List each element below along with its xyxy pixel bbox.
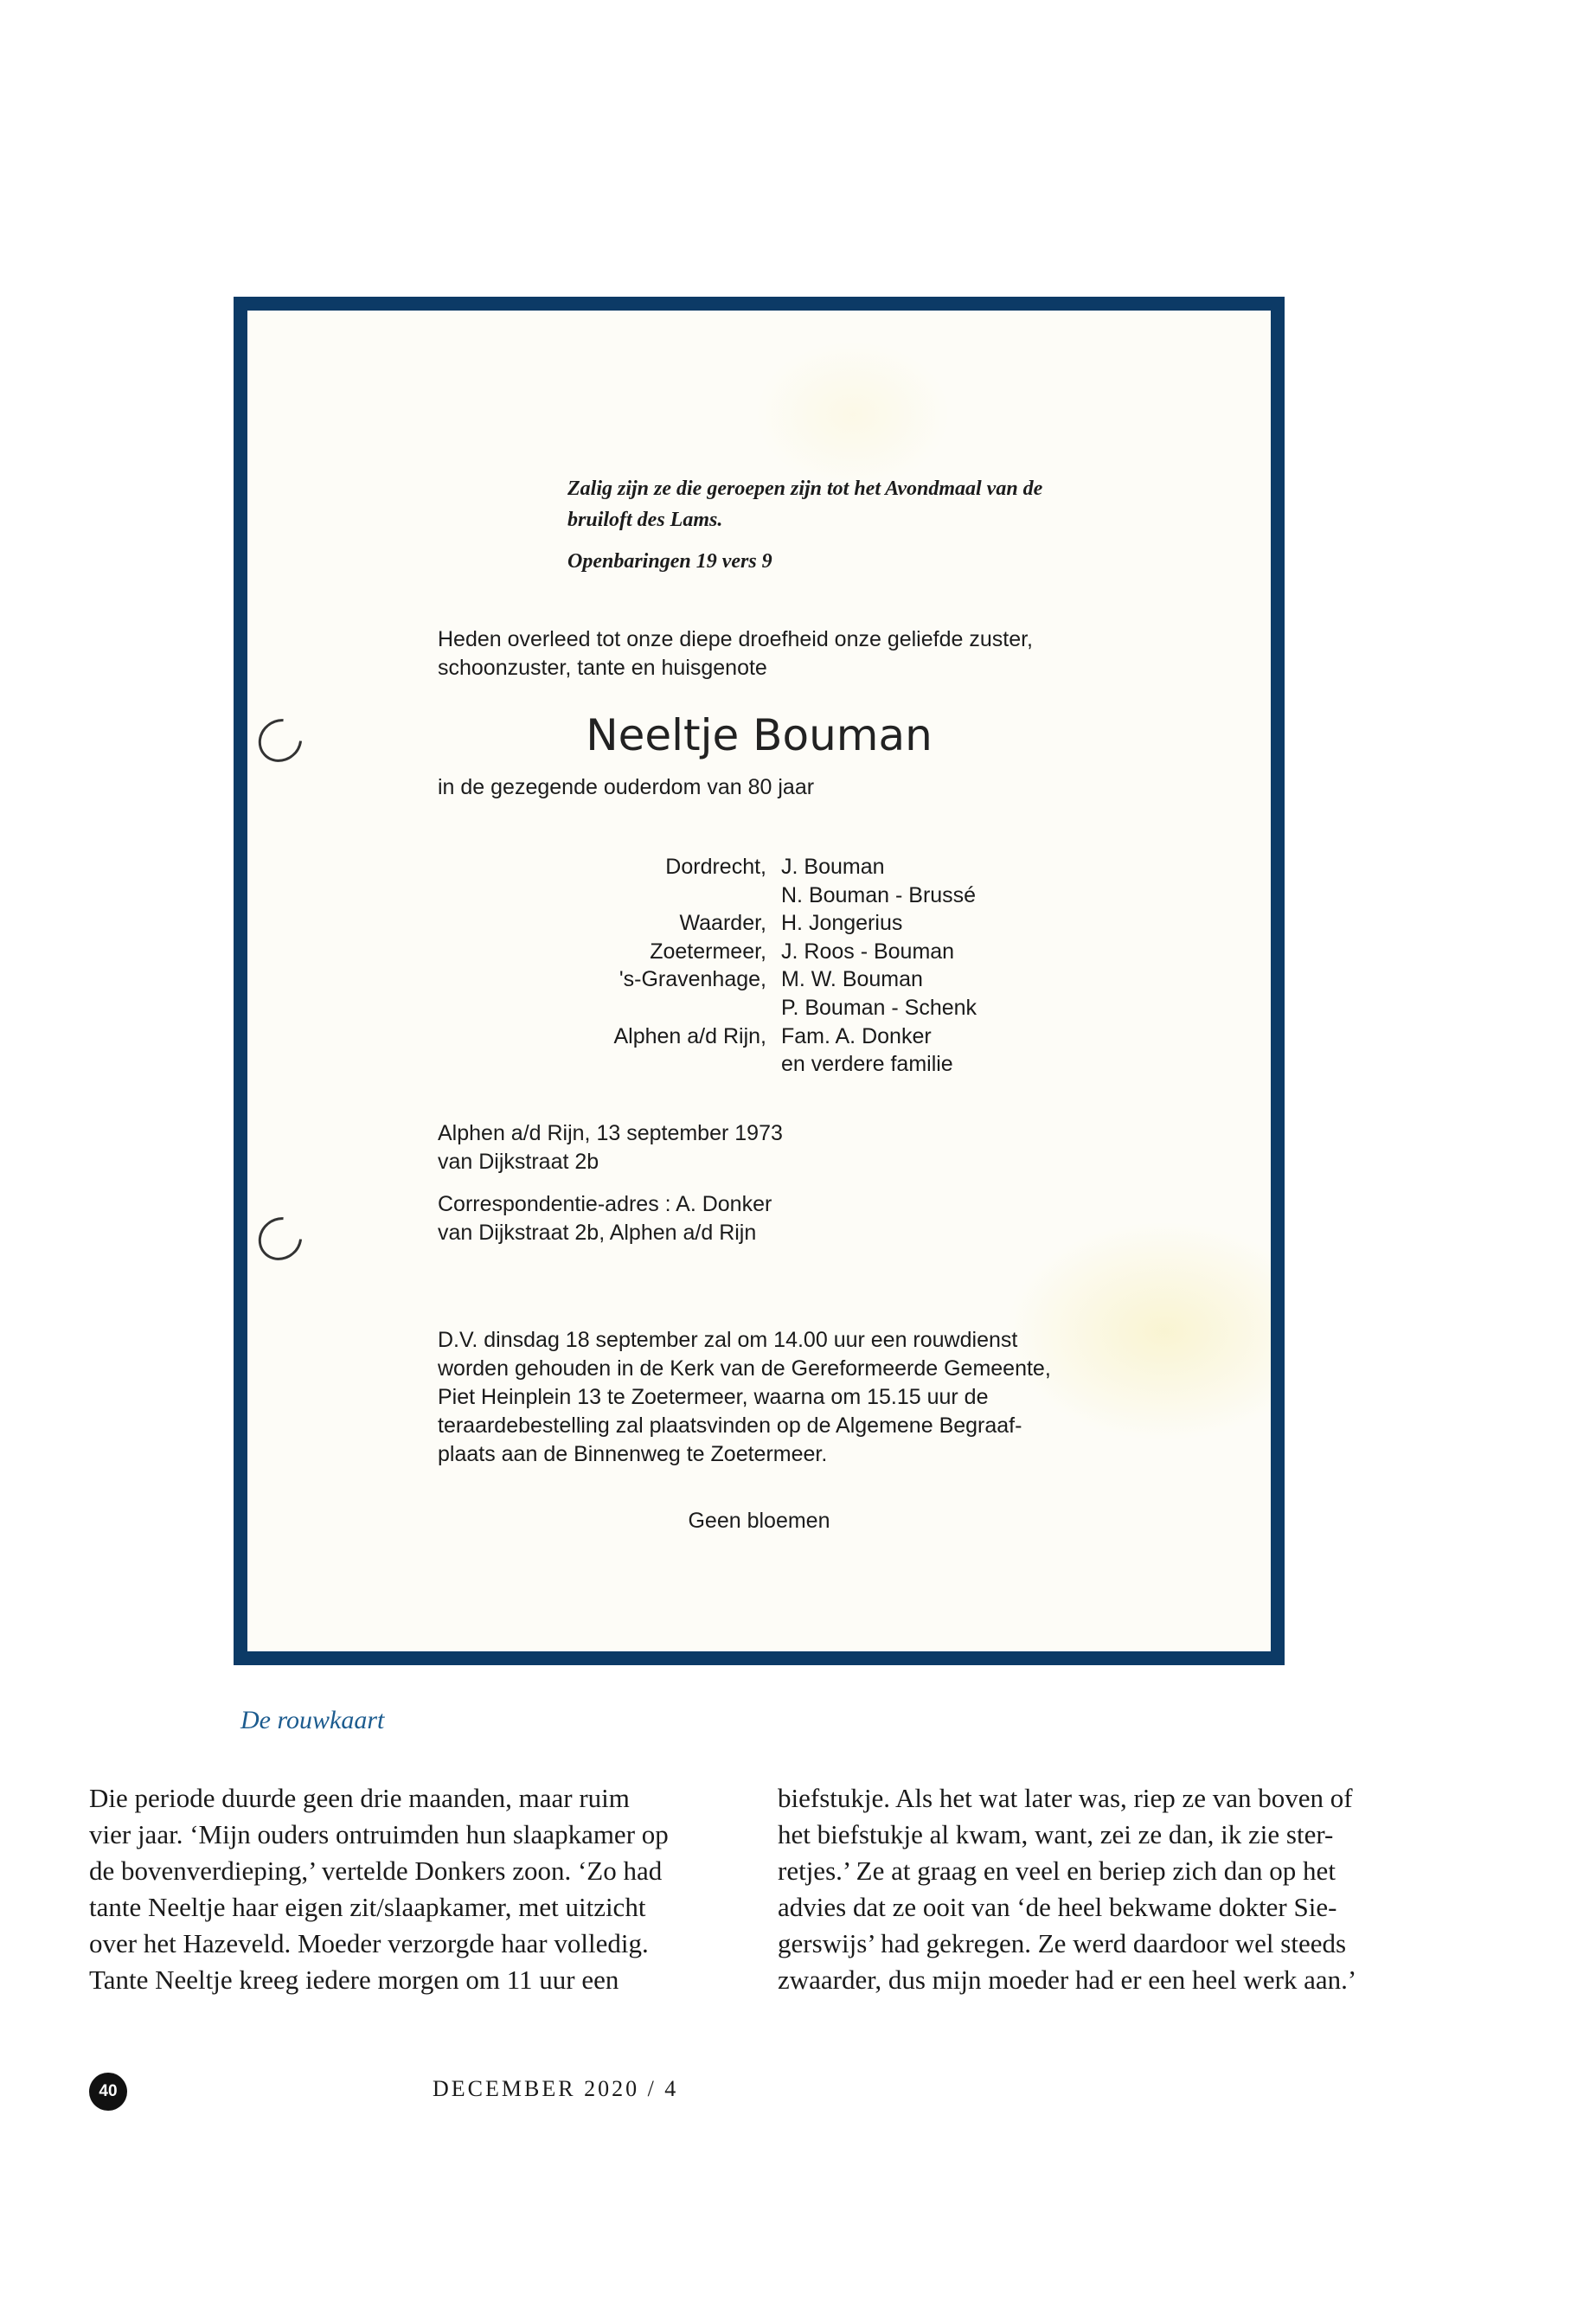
service-line: D.V. dinsdag 18 september zal om 14.00 uur een rouwdienst <box>438 1328 1018 1352</box>
family-member: J. Bouman <box>781 855 885 879</box>
correspondence-address <box>438 1190 772 1247</box>
article-line: de bovenverdieping,’ vertelde Donkers zoon. ‘Zo had <box>89 1856 663 1886</box>
service-line: teraardebestelling zal plaatsvinden op de Algemene Begraaf- <box>438 1413 1022 1438</box>
article-line: vier jaar. ‘Mijn ouders ontruimden hun slaapkamer op <box>89 1819 669 1849</box>
mourning-card <box>247 311 1271 1651</box>
figure-caption: De rouwkaart <box>240 1706 385 1734</box>
family-members <box>781 853 1127 1079</box>
page-number: 40 <box>89 2073 127 2111</box>
verse-line: Zalig zijn ze die geroepen zijn tot het Avondmaal van de <box>567 478 1043 500</box>
article-line: het biefstukje al kwam, want, zei ze dan, ik zie ster- <box>778 1819 1334 1849</box>
intro-line: Heden overleed tot onze diepe droefheid onze geliefde zuster, <box>438 627 1033 651</box>
date-address <box>438 1119 783 1176</box>
family-member: en verdere familie <box>781 1052 953 1077</box>
family-place: Waarder, <box>679 911 766 936</box>
family-place: Zoetermeer, <box>650 939 766 964</box>
punch-hole-icon <box>250 1208 311 1269</box>
verse-reference: Openbaringen 19 vers 9 <box>567 550 772 573</box>
family-place <box>507 994 766 1022</box>
no-flowers-note: Geen bloemen <box>688 1509 830 1533</box>
announcement-intro <box>438 625 1114 683</box>
family-member: N. Bouman - Brussé <box>781 882 977 907</box>
article-line: over het Hazeveld. Moeder verzorgde haar volledig. <box>89 1928 649 1958</box>
article-column-left <box>89 1780 764 1998</box>
family-member: M. W. Bouman <box>781 967 923 992</box>
family-member: Fam. A. Donker <box>781 1023 932 1048</box>
correspondence-line: van Dijkstraat 2b, Alphen a/d Rijn <box>438 1221 757 1245</box>
date-line: Alphen a/d Rijn, 13 september 1973 <box>438 1121 783 1145</box>
intro-line: schoonzuster, tante en huisgenote <box>438 656 767 680</box>
service-line: Piet Heinplein 13 te Zoetermeer, waarna om 15.15 uur de <box>438 1385 989 1409</box>
issue-label: DECEMBER 2020 / 4 <box>433 2076 679 2101</box>
family-place: Dordrecht, <box>665 855 766 879</box>
article-line: Tante Neeltje kreeg iedere morgen om 11 uur een <box>89 1965 619 1995</box>
family-place <box>507 1050 766 1079</box>
article-line: gerswijs’ had gekregen. Ze werd daardoor wel steeds <box>778 1928 1347 1958</box>
article-line: Die periode duurde geen drie maanden, maar ruim <box>89 1783 630 1813</box>
family-member: H. Jongerius <box>781 911 903 936</box>
article-line: zwaarder, dus mijn moeder had er een heel werk aan.’ <box>778 1965 1357 1995</box>
verse-line: bruiloft des Lams. <box>567 509 723 531</box>
correspondence-line: Correspondentie-adres : A. Donker <box>438 1192 772 1216</box>
family-place: Alphen a/d Rijn, <box>613 1023 766 1048</box>
family-member: P. Bouman - Schenk <box>781 995 977 1020</box>
article-line: advies dat ze ooit van ‘de heel bekwame dokter Sie- <box>778 1892 1337 1922</box>
bible-verse <box>567 473 1121 535</box>
funeral-service-info <box>438 1326 1114 1469</box>
article-line: retjes.’ Ze at graag en veel en beriep zich dan op het <box>778 1856 1336 1886</box>
family-places <box>507 853 766 1079</box>
address-line: van Dijkstraat 2b <box>438 1150 599 1174</box>
family-member: J. Roos - Bouman <box>781 939 955 964</box>
family-place <box>507 881 766 910</box>
article-line: tante Neeltje haar eigen zit/slaapkamer, met uitzicht <box>89 1892 646 1922</box>
age-line: in de gezegende ouderdom van 80 jaar <box>438 775 815 799</box>
deceased-name: Neeltje Bouman <box>586 710 933 760</box>
family-place: 's-Gravenhage, <box>619 967 766 992</box>
service-line: worden gehouden in de Kerk van de Gereformeerde Gemeente, <box>438 1356 1051 1381</box>
article-column-right <box>778 1780 1452 1998</box>
article-line: biefstukje. Als het wat later was, riep ze van boven of <box>778 1783 1353 1813</box>
mourning-card-frame <box>234 297 1285 1665</box>
service-line: plaats aan de Binnenweg te Zoetermeer. <box>438 1442 828 1466</box>
